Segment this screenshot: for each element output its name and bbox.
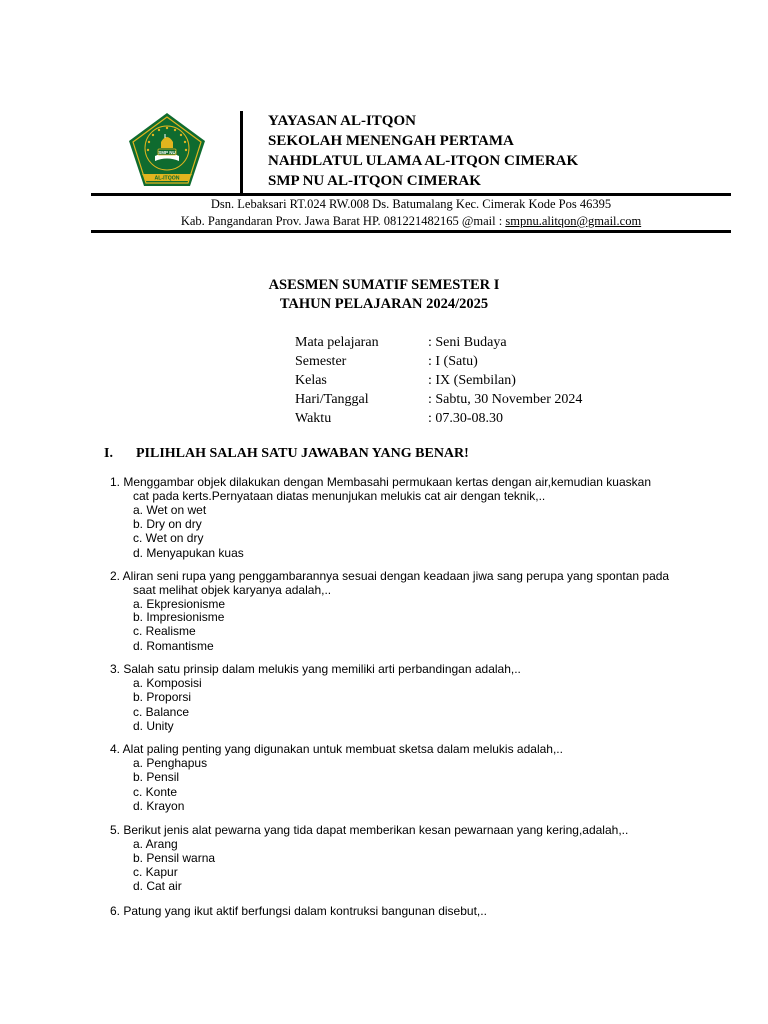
question-5-option-b: b. Pensil warna <box>133 851 216 865</box>
info-value-class: : IX (Sembilan) <box>428 373 516 388</box>
question-4-option-b: b. Pensil <box>133 770 180 784</box>
logo-badge-text: SMP NU <box>158 149 176 155</box>
question-1-stem-cont: cat pada kerts.Pernyataan diatas menunjukan melukis cat air dengan teknik,.. <box>133 489 546 503</box>
question-6-stem: 6. Patung yang ikut aktif berfungsi dalam kontruksi bangunan disebut,.. <box>110 904 487 918</box>
question-3-stem: 3. Salah satu prinsip dalam melukis yang memiliki arti perbandingan adalah,.. <box>110 662 521 676</box>
question-2-option-c: c. Realisme <box>133 624 196 638</box>
question-5-option-d: d. Cat air <box>133 879 182 893</box>
question-4-stem: 4. Alat paling penting yang digunakan untuk membuat sketsa dalam melukis adalah,.. <box>110 742 563 756</box>
info-value-date: : Sabtu, 30 November 2024 <box>428 392 583 407</box>
school-level: SEKOLAH MENENGAH PERTAMA <box>268 133 514 149</box>
question-2-stem-cont: saat melihat objek karyanya adalah,.. <box>133 583 332 597</box>
logo-ribbon-text: AL-ITQON <box>154 175 180 182</box>
question-2-stem: 2. Aliran seni rupa yang penggambarannya sesuai dengan keadaan jiwa sang perupa yang spontan pada <box>110 569 670 583</box>
question-3-option-c: c. Balance <box>133 705 190 719</box>
question-1-option-a: a. Wet on wet <box>133 503 207 517</box>
info-value-time: : 07.30-08.30 <box>428 411 504 426</box>
section-number: I. <box>104 446 113 461</box>
question-1-option-d: d. Menyapukan kuas <box>133 546 244 560</box>
question-2-option-d: d. Romantisme <box>133 639 214 653</box>
question-5-option-a: a. Arang <box>133 837 178 851</box>
foundation-name: YAYASAN AL-ITQON <box>268 113 416 129</box>
section-title: PILIHLAH SALAH SATU JAWABAN YANG BENAR! <box>136 446 469 461</box>
info-label-time: Waktu <box>295 411 332 426</box>
question-3-option-a: a. Komposisi <box>133 676 202 690</box>
info-label-date: Hari/Tanggal <box>295 392 369 407</box>
question-3-option-d: d. Unity <box>133 719 174 733</box>
address-line-2-text: Kab. Pangandaran Prov. Jawa Barat HP. 081221482165 @mail : <box>180 214 506 228</box>
header-rule-bottom <box>91 230 731 233</box>
info-label-subject: Mata pelajaran <box>295 335 379 350</box>
school-emblem-icon <box>128 112 206 188</box>
question-3-option-b: b. Proporsi <box>133 690 192 704</box>
question-2-option-a: a. Ekpresionisme <box>133 597 226 611</box>
info-label-semester: Semester <box>295 354 347 369</box>
school-full-name: NAHDLATUL ULAMA AL-ITQON CIMERAK <box>268 153 579 169</box>
question-5-stem: 5. Berikut jenis alat pewarna yang tida dapat memberikan kesan pewarnaan yang kering,adalah,.. <box>110 823 629 837</box>
question-4-option-a: a. Penghapus <box>133 756 208 770</box>
address-line-2 <box>91 213 731 229</box>
address-line-1: Dsn. Lebaksari RT.024 RW.008 Ds. Batumalang Kec. Cimerak Kode Pos 46395 <box>210 197 612 211</box>
question-4-option-d: d. Krayon <box>133 799 185 813</box>
question-1-option-c: c. Wet on dry <box>133 531 204 545</box>
school-short-name: SMP NU AL-ITQON CIMERAK <box>268 173 481 189</box>
question-5-option-c: c. Kapur <box>133 865 178 879</box>
academic-year: TAHUN PELAJARAN 2024/2025 <box>279 296 489 312</box>
email-link[interactable]: smpnu.alitqon@gmail.com <box>505 214 642 228</box>
question-2-option-b: b. Impresionisme <box>133 610 225 624</box>
question-1-stem: 1. Menggambar objek dilakukan dengan Membasahi permukaan kertas dengan air,kemudian kuaskan <box>110 475 652 489</box>
info-value-semester: : I (Satu) <box>428 354 478 369</box>
info-label-class: Kelas <box>295 373 327 388</box>
info-value-subject: : Seni Budaya <box>428 335 507 350</box>
question-1-option-b: b. Dry on dry <box>133 517 202 531</box>
question-4-option-c: c. Konte <box>133 785 178 799</box>
header-divider-vertical <box>240 111 243 193</box>
exam-title: ASESMEN SUMATIF SEMESTER I <box>268 277 500 293</box>
